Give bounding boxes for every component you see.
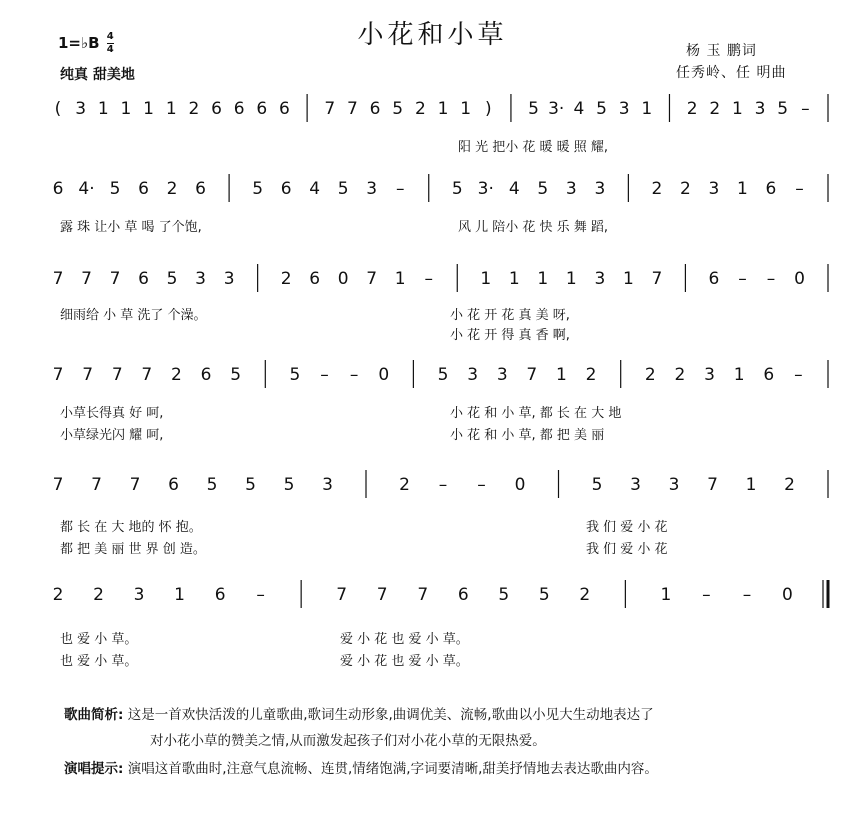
note: 3 <box>496 365 508 385</box>
note: 2 <box>52 585 64 605</box>
note: 7 <box>81 269 92 289</box>
note: 5 <box>166 269 178 289</box>
note: 1 <box>660 585 672 605</box>
note: 2 <box>674 365 686 385</box>
note: 1 <box>731 99 743 119</box>
note: 1 <box>460 99 472 119</box>
note: 2 <box>93 585 104 605</box>
lyric-row-4-line-2: 小草绿光闪 耀 呵, <box>60 428 164 443</box>
note: 7 <box>91 475 102 495</box>
note: 1 <box>394 269 406 289</box>
note: 1 <box>556 365 567 385</box>
note: – <box>742 585 752 605</box>
note: 5 <box>283 475 295 495</box>
note: – <box>349 365 359 385</box>
note: 5 <box>451 179 463 199</box>
note: 3 <box>618 99 630 119</box>
note: 5 <box>437 365 449 385</box>
note: 3 <box>322 475 333 495</box>
lyric-row-5-line-3: 我 们 爱 小 花 <box>586 520 668 535</box>
note: 6 <box>457 585 469 605</box>
note: 5 <box>538 585 550 605</box>
note: 1 <box>641 99 653 119</box>
song-title: 小花和小草 <box>357 20 508 50</box>
note: 3 <box>223 269 235 289</box>
note: 5 <box>289 365 301 385</box>
note: 5 <box>537 179 549 199</box>
note: 2 <box>644 365 656 385</box>
key-signature <box>58 32 114 55</box>
note: 3 <box>366 179 378 199</box>
note: 6 <box>52 179 64 199</box>
lyric-row-6-line-1: 也 爱 小 草。 <box>60 632 138 647</box>
note: 3 <box>75 99 87 119</box>
note: – <box>795 179 804 199</box>
analysis-line-2 <box>150 728 546 754</box>
lyric-row-4-line-1: 小草长得真 好 呵, <box>60 406 164 421</box>
note: 5 <box>337 179 349 199</box>
note: 3 <box>594 269 606 289</box>
tips-label: 演唱提示: <box>64 761 124 777</box>
note: 6 <box>369 99 381 119</box>
note: 7 <box>346 99 358 119</box>
note: 2 <box>579 585 591 605</box>
note: 6 <box>280 179 292 199</box>
tips-text: 演唱这首歌曲时,注意气息流畅、连贯,情绪饱满,字词要清晰,甜美抒情地去表达歌曲内容。 <box>127 761 658 777</box>
note: 3 <box>754 99 766 119</box>
score-row-5 <box>0 468 865 578</box>
note: 6 <box>211 99 222 119</box>
note: 7 <box>52 269 64 289</box>
composer-credit: 任秀岭、任 明曲 <box>676 65 787 81</box>
note: 2 <box>414 99 426 119</box>
note: 5 <box>498 585 510 605</box>
note: 3· <box>548 99 565 119</box>
note: – <box>738 269 747 289</box>
time-signature <box>107 32 114 55</box>
note: 2 <box>166 179 178 199</box>
lyric-row-3-line-1: 细雨给 小 草 洗了 个澡。 <box>60 308 207 323</box>
note: 0 <box>337 269 349 289</box>
note: 6 <box>309 269 321 289</box>
note: 1 <box>97 99 109 119</box>
analysis-label: 歌曲简析: <box>64 707 124 723</box>
note: – <box>477 475 486 495</box>
note: 2 <box>709 99 721 119</box>
score-row-6 <box>0 578 865 688</box>
note: 0 <box>378 365 390 385</box>
note: 1 <box>174 585 185 605</box>
note: 7 <box>336 585 348 605</box>
note: 5 <box>252 179 264 199</box>
tips-line <box>64 756 658 782</box>
note: – <box>766 269 776 289</box>
note: 2 <box>399 475 410 495</box>
note: – <box>395 179 405 199</box>
note: 5 <box>528 99 540 119</box>
note: – <box>438 475 448 495</box>
lyric-row-4-line-3: 小 花 和 小 草, 都 长 在 大 地 <box>450 406 622 421</box>
note: 6 <box>765 179 777 199</box>
lyric-row-5-line-4: 我 们 爱 小 花 <box>586 542 668 557</box>
note: ) <box>484 99 492 119</box>
note: 5 <box>777 99 789 119</box>
notes-row-1 <box>0 92 865 132</box>
note: 3 <box>594 179 606 199</box>
score-row-3 <box>0 262 865 372</box>
notes-row-4 <box>0 358 865 398</box>
note: 3 <box>195 269 207 289</box>
note: 3· <box>477 179 494 199</box>
note: 3 <box>708 179 720 199</box>
note: 2 <box>171 365 182 385</box>
note: 6 <box>214 585 226 605</box>
notes-row-2 <box>0 172 865 212</box>
note: 6 <box>256 99 268 119</box>
key-label: 1=♭B <box>58 34 100 52</box>
note: – <box>702 585 711 605</box>
lyric-row-4-line-4: 小 花 和 小 草, 都 把 美 丽 <box>450 428 605 443</box>
note: 1 <box>745 475 757 495</box>
note: 2 <box>188 99 200 119</box>
note: 1 <box>622 269 634 289</box>
note: 2 <box>686 99 698 119</box>
note: 1 <box>508 269 520 289</box>
note: – <box>320 365 329 385</box>
lyric-row-6-line-4: 爱 小 花 也 爱 小 草。 <box>340 654 469 669</box>
note: 7 <box>651 269 663 289</box>
note: 2 <box>651 179 663 199</box>
note: 7 <box>376 585 388 605</box>
note: 5 <box>591 475 603 495</box>
note: 7 <box>82 365 94 385</box>
note: 6 <box>138 179 149 199</box>
note: ( <box>54 99 62 119</box>
note: 7 <box>324 99 336 119</box>
lyric-row-1-line-1: 阳 光 把小 花 暖 暖 照 耀, <box>458 140 609 155</box>
note: 5 <box>230 365 242 385</box>
note: 2 <box>585 365 597 385</box>
note: 4 <box>508 179 520 199</box>
note: 7 <box>109 269 121 289</box>
note: 2 <box>784 475 795 495</box>
note: 3 <box>668 475 680 495</box>
note: 6 <box>763 365 775 385</box>
time-top: 4 <box>106 31 114 42</box>
note: 6 <box>279 99 290 119</box>
note: 4 <box>309 179 321 199</box>
note: 7 <box>417 585 429 605</box>
note: 6 <box>168 475 179 495</box>
note: – <box>794 365 803 385</box>
note: 2 <box>679 179 691 199</box>
lyric-row-3-line-2: 小 花 开 花 真 美 呀, <box>450 308 570 323</box>
note: 7 <box>141 365 153 385</box>
note: 1 <box>143 99 155 119</box>
note: 3 <box>565 179 577 199</box>
note: 3 <box>133 585 145 605</box>
note: 4· <box>78 179 95 199</box>
note: 7 <box>526 365 538 385</box>
note: 6 <box>708 269 720 289</box>
note: 3 <box>704 365 715 385</box>
note: 1 <box>537 269 549 289</box>
note: 0 <box>794 269 805 289</box>
note: 6 <box>195 179 207 199</box>
note: 7 <box>129 475 141 495</box>
analysis-line-1 <box>64 702 654 728</box>
note: 0 <box>514 475 526 495</box>
lyric-row-3-line-3: 小 花 开 得 真 香 啊, <box>450 328 570 343</box>
note: 6 <box>233 99 245 119</box>
lyric-row-5-line-2: 都 把 美 丽 世 界 创 造。 <box>60 542 206 557</box>
lyric-row-2-line-2: 风 儿 陪小 花 快 乐 舞 蹈, <box>458 220 609 235</box>
note: 7 <box>707 475 718 495</box>
lyric-row-5-line-1: 都 长 在 大 地的 怀 抱。 <box>60 520 202 535</box>
note: 7 <box>52 365 64 385</box>
note: 6 <box>138 269 149 289</box>
lyric-row-6-line-2: 也 爱 小 草。 <box>60 654 138 669</box>
note: 7 <box>366 269 378 289</box>
note: 1 <box>737 179 748 199</box>
analysis-text-2: 对小花小草的赞美之情,从而激发起孩子们对小花小草的无限热爱。 <box>150 733 546 749</box>
note: – <box>256 585 265 605</box>
note: 3 <box>467 365 479 385</box>
note: 0 <box>782 585 793 605</box>
note: 7 <box>111 365 123 385</box>
notes-row-5 <box>0 468 865 508</box>
note: 1 <box>437 99 449 119</box>
note: 7 <box>52 475 64 495</box>
note: – <box>424 269 433 289</box>
time-bottom: 4 <box>106 44 114 55</box>
lyricist-credit: 杨 玉 鹏词 <box>686 43 757 59</box>
note: 1 <box>480 269 492 289</box>
notes-row-3 <box>0 262 865 302</box>
note: – <box>801 99 810 119</box>
score-row-4 <box>0 358 865 468</box>
note: 1 <box>120 99 132 119</box>
notes-row-6 <box>0 578 865 618</box>
tempo-mood: 纯真 甜美地 <box>60 67 135 83</box>
note: 1 <box>165 99 177 119</box>
note: 4 <box>573 99 585 119</box>
note: 1 <box>565 269 577 289</box>
note: 5 <box>109 179 121 199</box>
lyric-row-6-line-3: 爱 小 花 也 爱 小 草。 <box>340 632 469 647</box>
note: 2 <box>280 269 292 289</box>
note: 5 <box>596 99 607 119</box>
note: 6 <box>200 365 212 385</box>
note: 3 <box>630 475 641 495</box>
note: 5 <box>245 475 256 495</box>
analysis-text-1: 这是一首欢快活泼的儿童歌曲,歌词生动形象,曲调优美、流畅,歌曲以小见大生动地表达了 <box>127 707 654 723</box>
lyric-row-2-line-1: 露 珠 让小 草 喝 了个饱, <box>60 220 202 235</box>
note: 5 <box>392 99 404 119</box>
note: 1 <box>733 365 745 385</box>
note: 5 <box>206 475 218 495</box>
